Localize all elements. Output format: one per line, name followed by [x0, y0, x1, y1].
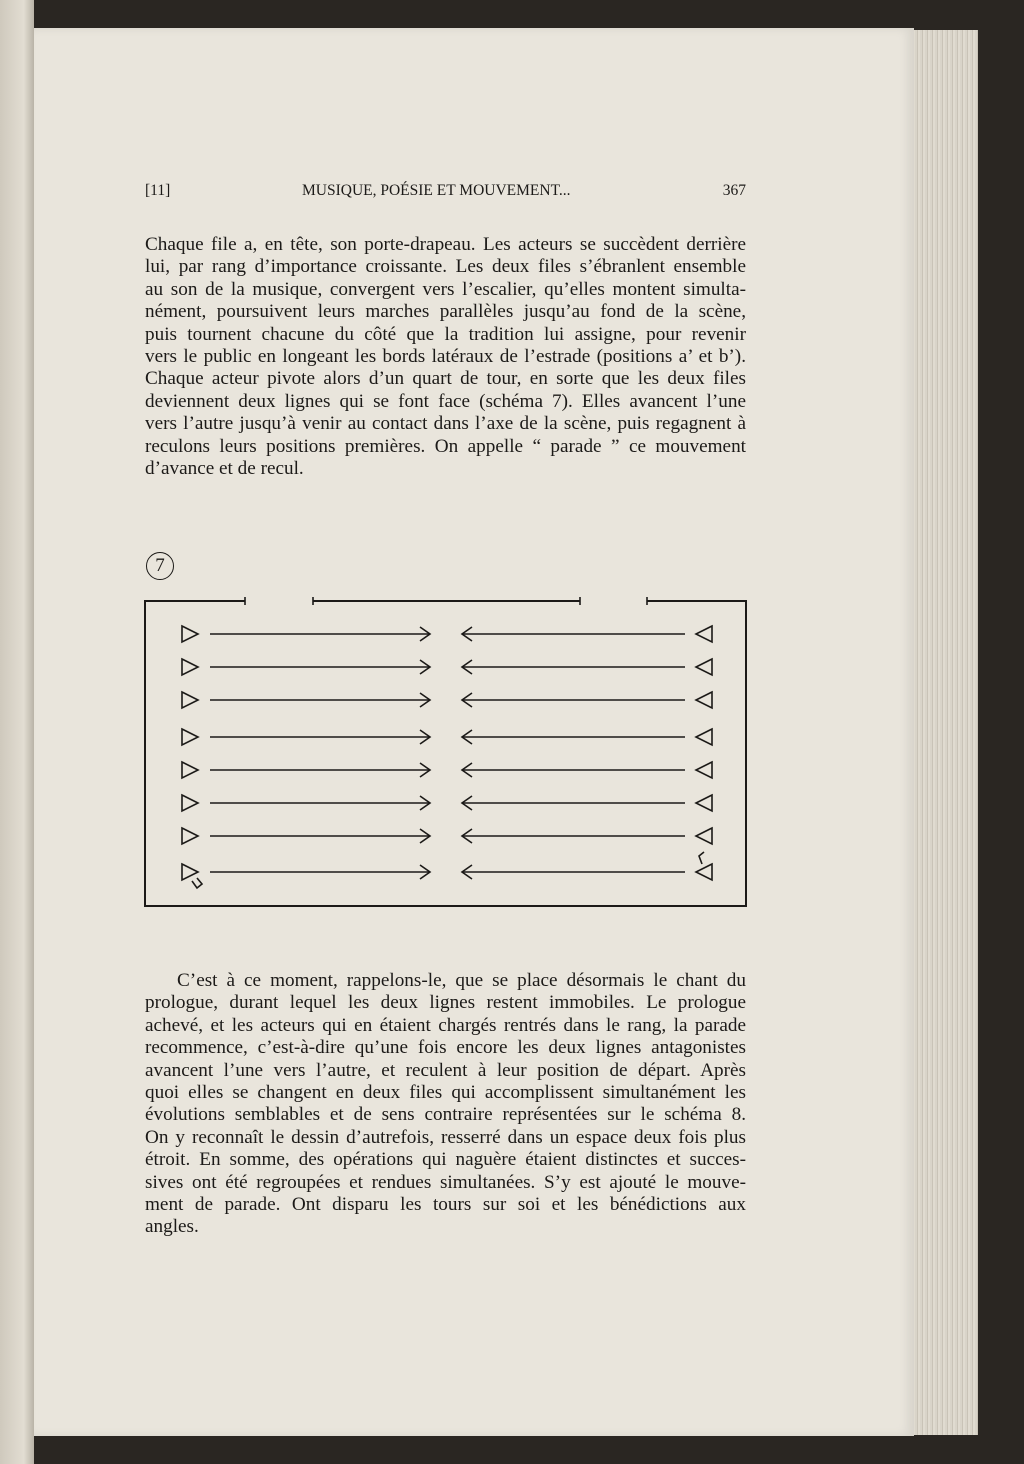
actor-triangle-right: [696, 828, 712, 844]
figure-number: 7: [146, 552, 174, 580]
running-title: MUSIQUE, POÉSIE ET MOUVEMENT...: [302, 182, 571, 199]
actor-triangle-right: [696, 659, 712, 675]
actor-triangle-right: [696, 626, 712, 642]
text-line: achevé, et les acteurs qui en étaient chargés rentrés dans le rang, la parade: [145, 1014, 746, 1036]
text-line: étroit. En somme, des opérations qui naguère étaient distinctes et succes-: [145, 1149, 746, 1171]
stage-diagram: [140, 590, 752, 912]
actor-triangle-left: [182, 795, 198, 811]
actor-triangle-left: [182, 659, 198, 675]
text-line: lui, par rang d’importance croissante. Les deux files s’ébranlent ensemble: [145, 256, 746, 278]
text-line: évolutions semblables et de sens contraire représentées sur le schéma 8.: [145, 1104, 746, 1126]
actor-triangle-right: [696, 729, 712, 745]
actor-triangle-right: [696, 762, 712, 778]
text-line: Chaque file a, en tête, son porte-drapeau. Les acteurs se succèdent derrière: [145, 234, 746, 255]
actor-triangle-left: [182, 828, 198, 844]
running-header: [145, 182, 746, 204]
actor-triangle-right: [696, 692, 712, 708]
text-line: nément, poursuivent leurs marches parallèles jusqu’au fond de la scène,: [145, 301, 746, 323]
text-line: C’est à ce moment, rappelons-le, que se place désormais le chant du: [177, 970, 746, 991]
text-line: vers l’autre jusqu’à venir au contact dans l’axe de la scène, puis regagnent à: [145, 413, 746, 435]
section-number: [11]: [145, 182, 171, 199]
text-line: On y reconnaît le dessin d’autrefois, resserré dans un espace deux fois plus: [145, 1126, 746, 1148]
text-line: prologue, durant lequel les deux lignes restent immobiles. Le prologue: [145, 992, 746, 1014]
text-line: angles.: [145, 1216, 199, 1238]
text-line: reculons leurs positions premières. On appelle “ parade ” ce mouvement: [145, 435, 746, 457]
paragraph-2: [145, 970, 746, 1239]
text-line: au son de la musique, convergent vers l’escalier, qu’elles montent simulta-: [145, 278, 746, 300]
paragraph-1: [145, 234, 746, 480]
text-line: puis tournent chacune du côté que la tradition lui assigne, pour revenir: [145, 323, 746, 345]
actor-triangle-left: [182, 692, 198, 708]
text-line: ment de parade. Ont disparu les tours sur soi et les bénédictions aux: [145, 1193, 746, 1215]
facing-page-edge: [0, 0, 34, 1464]
flag-icon: [699, 852, 704, 864]
stage-outline: [145, 601, 746, 906]
actor-triangle-left: [182, 729, 198, 745]
text-line: recommence, c’est-à-dire qu’une fois encore les deux lignes antagonistes: [145, 1037, 746, 1059]
page-number: 367: [722, 182, 746, 199]
text-line: d’avance et de recul.: [145, 457, 304, 479]
text-line: vers le public en longeant les bords latéraux de l’estrade (positions a’ et b’).: [145, 345, 746, 367]
actor-triangle-left: [182, 626, 198, 642]
text-line: deviennent deux lignes qui se font face (schéma 7). Elles avancent l’une: [145, 390, 746, 412]
actor-triangle-left: [182, 762, 198, 778]
actor-triangle-right: [696, 795, 712, 811]
text-line: sives ont été regroupées et rendues simultanées. S’y est ajouté le mouve-: [145, 1171, 746, 1193]
actor-triangle-right: [696, 864, 712, 880]
flag-icon: [192, 878, 202, 888]
text-line: Chaque acteur pivote alors d’un quart de tour, en sorte que les deux files: [145, 368, 746, 390]
actor-triangle-left: [182, 864, 198, 880]
text-line: quoi elles se changent en deux files qui accomplissent simultanément les: [145, 1081, 746, 1103]
text-line: avancent l’une vers l’autre, et reculent à leur position de départ. Après: [145, 1059, 746, 1081]
